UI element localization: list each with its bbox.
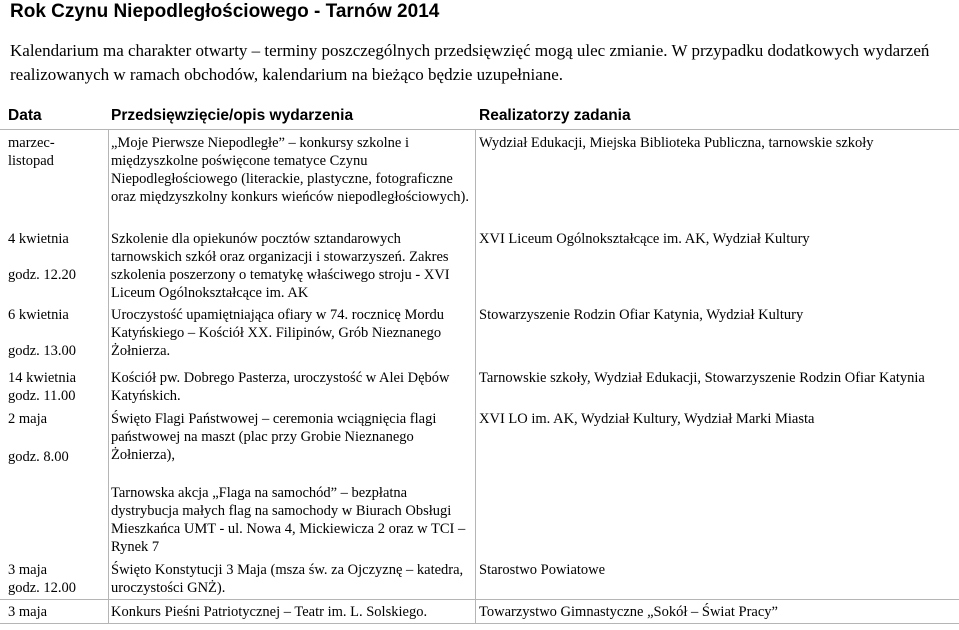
row-event: Szkolenie dla opiekunów pocztów sztandarowych tarnowskich szkół oraz organizacji i stowarzyszeń. Zakres szkolenia poszerzony o tematykę właściwego stroju - XVI Liceum Ogólnokształcące im. AK bbox=[111, 231, 450, 301]
page-title: Rok Czynu Niepodległościowego - Tarnów 2014 bbox=[10, 1, 440, 22]
intro-paragraph: Kalendarium ma charakter otwarty – terminy poszczególnych przedsięwzięć mogą ulec zmianie. W przypadku dodatkowych wydarzeń realizowanych w ramach obchodów, kalendarium na bieżąco będzie uzupełniane. bbox=[10, 41, 930, 84]
header-organizers: Realizatorzy zadania bbox=[479, 107, 631, 124]
row-event-secondary: Tarnowska akcja „Flaga na samochód” – bezpłatna dystrybucja małych flag na samochody w Biurach Obsługi Mieszkańca UMT - ul. Nowa 4, Mickiewicza 2 oraz w TCI – Rynek 7 bbox=[111, 485, 466, 555]
table-border-top bbox=[0, 129, 959, 130]
row-date-secondary: godz. 11.00 bbox=[8, 388, 76, 404]
row-organizers: Towarzystwo Gimnastyczne „Sokół – Świat Pracy” bbox=[479, 604, 778, 620]
row-date-secondary: godz. 12.20 bbox=[8, 267, 77, 283]
row-event: Święto Flagi Państwowej – ceremonia wciągnięcia flagi państwowej na maszt (plac przy Grobie Nieznanego Żołnierza), bbox=[111, 411, 437, 463]
row-date-secondary: godz. 8.00 bbox=[8, 449, 69, 465]
row-date-secondary: godz. 12.00 bbox=[8, 580, 77, 596]
row-organizers: Tarnowskie szkoły, Wydział Edukacji, Stowarzyszenie Rodzin Ofiar Katynia bbox=[479, 370, 925, 386]
row-event: Kościół pw. Dobrego Pasterza, uroczystość w Alei Dębów Katyńskich. bbox=[111, 370, 450, 404]
row-divider bbox=[0, 599, 959, 600]
row-date: 2 maja bbox=[8, 411, 48, 427]
row-organizers: XVI LO im. AK, Wydział Kultury, Wydział Marki Miasta bbox=[479, 411, 815, 427]
column-divider bbox=[108, 129, 109, 623]
row-event: Konkurs Pieśni Patriotycznej – Teatr im. L. Solskiego. bbox=[111, 604, 428, 620]
row-organizers: XVI Liceum Ogólnokształcące im. AK, Wydział Kultury bbox=[479, 231, 810, 247]
header-event: Przedsięwzięcie/opis wydarzenia bbox=[111, 107, 354, 124]
table-border-bottom bbox=[0, 623, 959, 624]
row-date: 4 kwietnia bbox=[8, 231, 69, 247]
row-date: 6 kwietnia bbox=[8, 307, 69, 323]
column-divider bbox=[475, 129, 476, 623]
row-date: 14 kwietnia bbox=[8, 370, 77, 386]
row-event: Święto Konstytucji 3 Maja (msza św. za Ojczyznę – katedra, uroczystości GNŻ). bbox=[111, 562, 464, 596]
row-date-secondary: listopad bbox=[8, 153, 54, 169]
row-organizers: Wydział Edukacji, Miejska Biblioteka Publiczna, tarnowskie szkoły bbox=[479, 135, 874, 151]
row-organizers: Stowarzyszenie Rodzin Ofiar Katynia, Wydział Kultury bbox=[479, 307, 804, 323]
row-date-secondary: godz. 13.00 bbox=[8, 343, 77, 359]
row-date: 3 maja bbox=[8, 604, 48, 620]
row-organizers: Starostwo Powiatowe bbox=[479, 562, 606, 578]
row-event: Uroczystość upamiętniająca ofiary w 74. rocznicę Mordu Katyńskiego – Kościół XX. Filipinów, Grób Nieznanego Żołnierza. bbox=[111, 307, 444, 359]
row-date: marzec- bbox=[8, 135, 55, 151]
row-event: „Moje Pierwsze Niepodległe” – konkursy szkolne i międzyszkolne poświęcone tematyce Czynu Niepodległościowego (literackie, plastyczne, fotograficzne oraz międzyszkolny konkurs wieńców niepodległościowych). bbox=[111, 135, 469, 205]
row-date: 3 maja bbox=[8, 562, 48, 578]
header-date: Data bbox=[8, 107, 42, 124]
